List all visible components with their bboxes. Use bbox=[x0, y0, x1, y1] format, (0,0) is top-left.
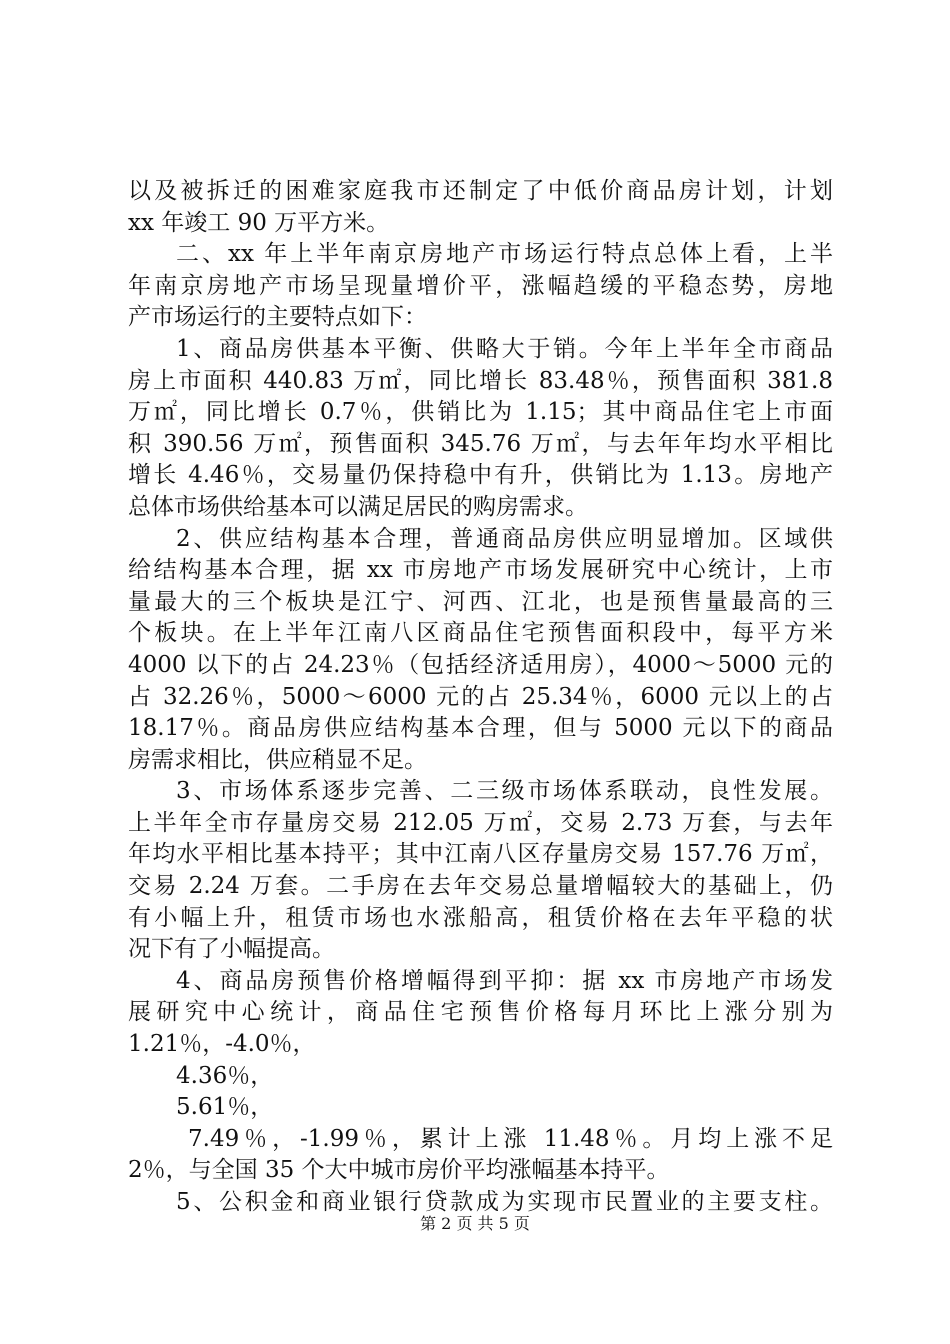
text-line: 2％，与全国 35 个大中城市房价平均涨幅基本持平。 bbox=[128, 1157, 670, 1184]
text-line: 年均水平相比基本持平；其中江南八区存量房交易 157.76 万㎡， bbox=[128, 841, 833, 868]
text-line: 1.21％，-4.0％， bbox=[128, 1031, 316, 1058]
text-line: 总体市场供给基本可以满足居民的购房需求。 bbox=[128, 493, 588, 520]
text-line: xx 年竣工 90 万平方米。 bbox=[128, 209, 390, 236]
text-line: 房上市面积 440.83 万㎡，同比增长 83.48％，预售面积 381.8 bbox=[128, 367, 833, 394]
body-text bbox=[128, 176, 833, 1219]
text-line: 5、公积金和商业银行贷款成为实现市民置业的主要支柱。 bbox=[176, 1189, 833, 1215]
text-line: 5.61％， bbox=[176, 1094, 274, 1121]
text-line: 房需求相比，供应稍显不足。 bbox=[128, 746, 427, 773]
text-line: 4、商品房预售价格增幅得到平抑：据 xx 市房地产市场发 bbox=[176, 967, 833, 994]
text-line: 18.17％。商品房供应结构基本合理，但与 5000 元以下的商品 bbox=[128, 715, 833, 742]
text-line: 产市场运行的主要特点如下： bbox=[128, 304, 427, 331]
text-line: 个板块。在上半年江南八区商品住宅预售面积段中，每平方米 bbox=[128, 620, 833, 647]
text-line: 增长 4.46％，交易量仍保持稳中有升，供销比为 1.13。房地产 bbox=[128, 462, 833, 489]
text-line: 年南京房地产市场呈现量增价平，涨幅趋缓的平稳态势，房地 bbox=[128, 272, 833, 299]
text-line: 占 32.26％，5000～6000 元的占 25.34％，6000 元以上的占 bbox=[128, 683, 833, 710]
text-line: 展研究中心统计，商品住宅预售价格每月环比上涨分别为 bbox=[128, 999, 833, 1026]
text-line: 给结构基本合理，据 xx 市房地产市场发展研究中心统计，上市 bbox=[128, 557, 833, 584]
text-line: 4.36％， bbox=[176, 1062, 274, 1089]
text-line: 量最大的三个板块是江宁、河西、江北，也是预售量最高的三 bbox=[128, 588, 833, 615]
text-line: 以及被拆迁的困难家庭我市还制定了中低价商品房计划，计划 bbox=[128, 178, 833, 204]
text-line: 有小幅上升，租赁市场也水涨船高，租赁价格在去年平稳的状 bbox=[128, 904, 833, 931]
text-line: 4000 以下的占 24.23％（包括经济适用房），4000～5000 元的 bbox=[128, 651, 833, 678]
text-line: 上半年全市存量房交易 212.05 万㎡，交易 2.73 万套，与去年 bbox=[128, 809, 833, 836]
text-line: 万㎡，同比增长 0.7％，供销比为 1.15；其中商品住宅上市面 bbox=[128, 399, 833, 426]
text-line: 况下有了小幅提高。 bbox=[128, 936, 335, 963]
text-line: 二、xx 年上半年南京房地产市场运行特点总体上看，上半 bbox=[176, 241, 833, 268]
text-line: 1、商品房供基本平衡、供略大于销。今年上半年全市商品 bbox=[176, 335, 833, 362]
text-line: 2、供应结构基本合理，普通商品房供应明显增加。区域供 bbox=[176, 525, 833, 552]
text-line: 7.49％，-1.99％，累计上涨 11.48％。月均上涨不足 bbox=[188, 1125, 833, 1152]
page-number-footer: 第 2 页 共 5 页 bbox=[420, 1214, 530, 1233]
text-line: 交易 2.24 万套。二手房在去年交易总量增幅较大的基础上，仍 bbox=[128, 873, 833, 900]
text-line: 3、市场体系逐步完善、二三级市场体系联动，良性发展。 bbox=[176, 778, 833, 805]
text-line: 积 390.56 万㎡，预售面积 345.76 万㎡，与去年年均水平相比 bbox=[128, 430, 833, 457]
